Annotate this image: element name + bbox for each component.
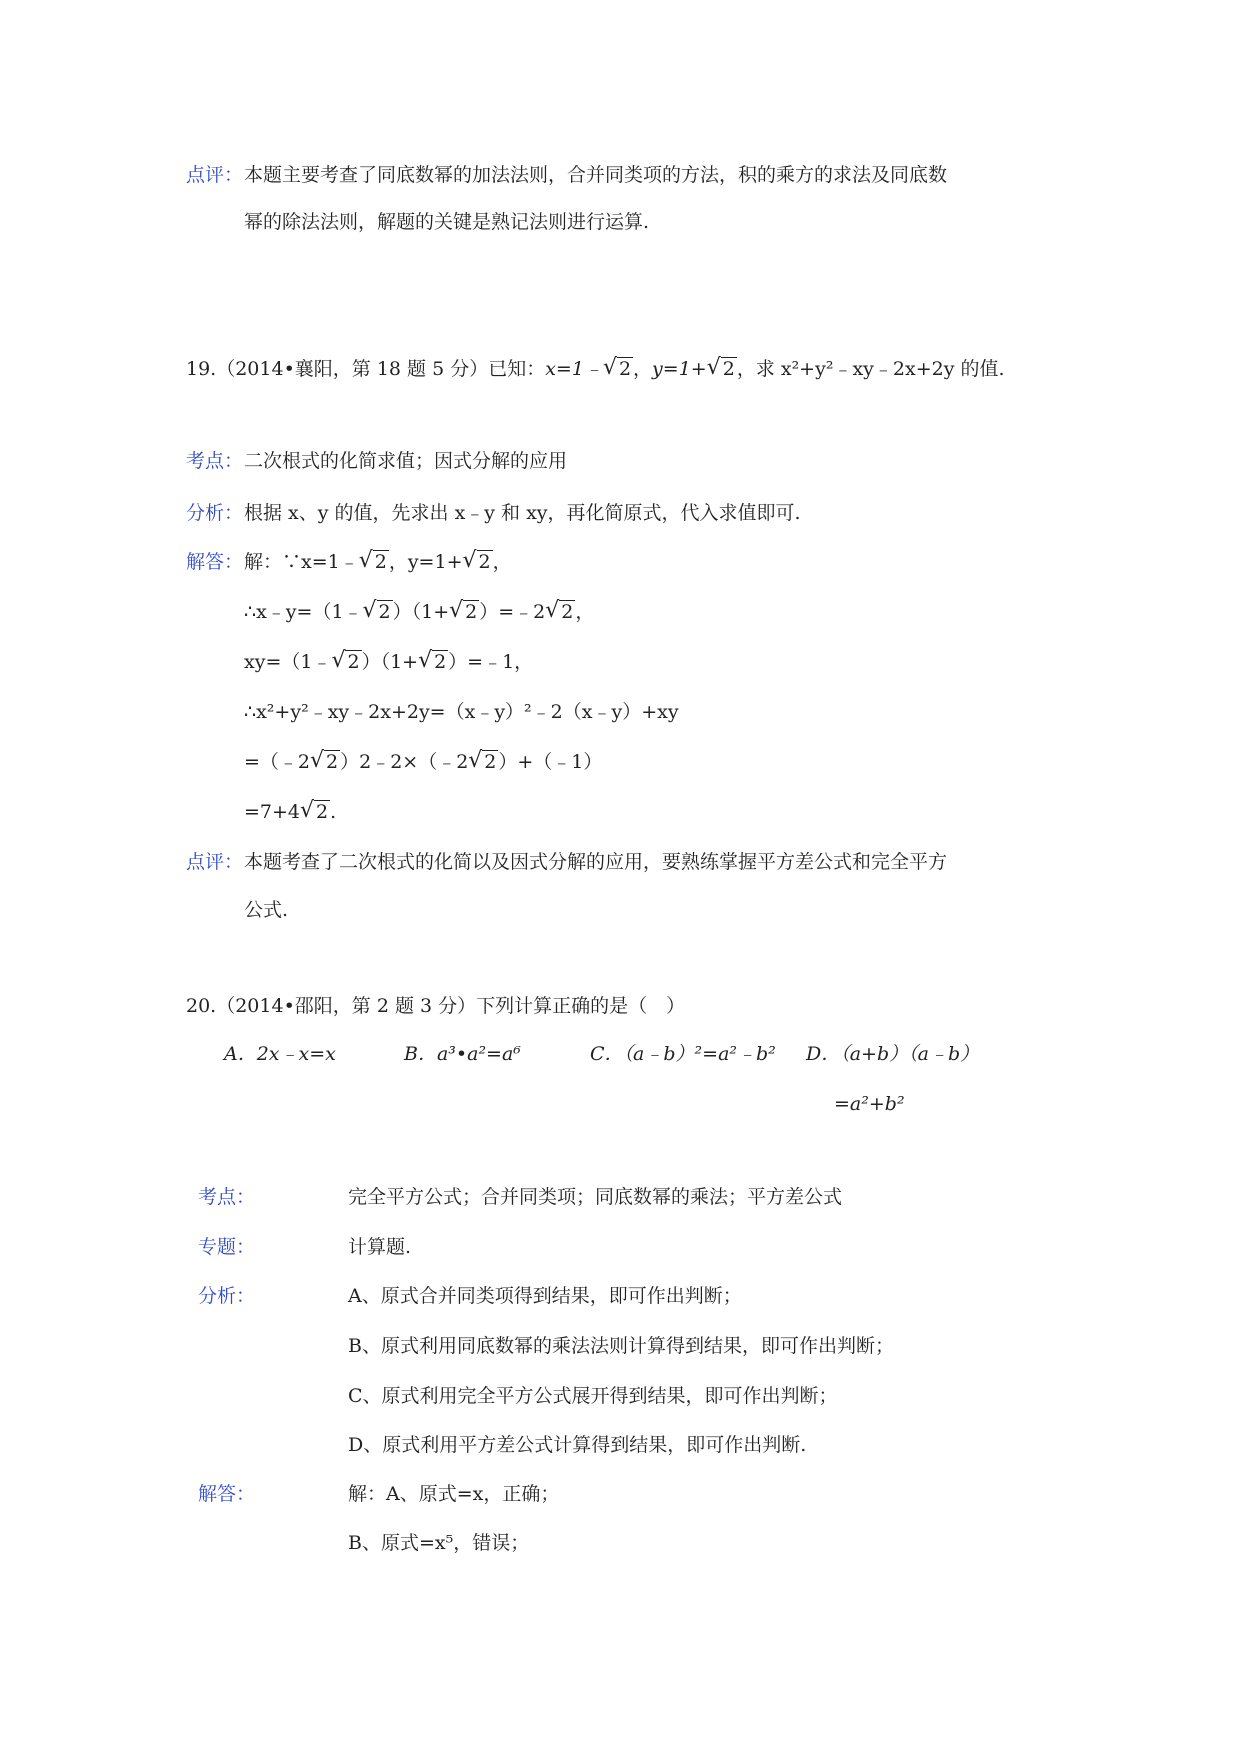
- q20-zhuanti: 计算题.: [348, 1236, 412, 1258]
- sqrt-arg: 2: [465, 601, 478, 623]
- sqrt-symbol: [545, 603, 575, 622]
- q19-sol3-a: xy=（1﹣: [244, 651, 332, 673]
- q19-solution-line4: ∴x²+y²﹣xy﹣2x+2y=（x﹣y）²﹣2（x﹣y）+xy: [244, 701, 679, 723]
- review-label: 点评：: [186, 164, 244, 186]
- q19-solution-line5: [244, 753, 602, 772]
- q19-kaodian-label: 考点：: [186, 450, 244, 472]
- q19-sol3-c: ）=﹣1，: [448, 651, 534, 673]
- q19-sol2-d: ，: [575, 601, 595, 623]
- sqrt-arg: 2: [484, 751, 497, 773]
- sqrt-symbol: [310, 753, 340, 772]
- q19-header: [186, 360, 1005, 379]
- q19-header-y: y=1+: [652, 358, 707, 380]
- sqrt-symbol: [363, 603, 393, 622]
- q20-fenxi-d: D、原式利用平方差公式计算得到结果，即可作出判断.: [348, 1434, 807, 1456]
- q19-solution-line1: [244, 553, 512, 572]
- q19-solution-line6: [244, 803, 336, 822]
- q19-jieda-label: 解答：: [186, 551, 244, 573]
- q20-option-d-cont: =a²+b²: [834, 1093, 905, 1115]
- sqrt-symbol: [359, 553, 389, 572]
- review-text-line2: 幂的除法法则，解题的关键是熟记法则进行运算.: [244, 211, 650, 233]
- q20-kaodian: 完全平方公式；合并同类项；同底数幂的乘法；平方差公式: [348, 1186, 843, 1208]
- sqrt-symbol: [707, 360, 737, 379]
- q20-header: 20.（2014•邵阳，第 2 题 3 分）下列计算正确的是（ ）: [186, 995, 686, 1017]
- q19-sol2-b: ）（1+: [392, 601, 450, 623]
- q19-header-mid: ，: [633, 358, 653, 380]
- sqrt-arg: 2: [561, 601, 574, 623]
- sqrt-arg: 2: [347, 651, 360, 673]
- review-text-line1: 本题主要考查了同底数幂的加法法则，合并同类项的方法，积的乘方的求法及同底数: [244, 164, 948, 186]
- q20-jieda-b: B、原式=x⁵，错误；: [348, 1532, 530, 1554]
- q19-solution-line2: [244, 603, 594, 622]
- q19-sol1-a: 解：∵x=1﹣: [244, 551, 359, 573]
- q19-sol1-b: ，y=1+: [388, 551, 463, 573]
- q20-fenxi-a: A、原式合并同类项得到结果，即可作出判断；: [348, 1285, 742, 1307]
- q19-header-x: x=1﹣: [545, 358, 603, 380]
- sqrt-symbol: [468, 753, 498, 772]
- sqrt-symbol: [603, 360, 633, 379]
- sqrt-symbol: [418, 653, 448, 672]
- q20-jieda-a: 解：A、原式=x，正确；: [348, 1483, 560, 1505]
- q20-option-b: B．a³•a²=a⁶: [404, 1043, 521, 1065]
- sqrt-arg: 2: [478, 551, 491, 573]
- sqrt-symbol: [331, 653, 361, 672]
- q19-fenxi-label: 分析：: [186, 502, 244, 524]
- q19-sol3-b: ）（1+: [361, 651, 419, 673]
- q19-header-suffix: ，求 x²+y²﹣xy﹣2x+2y 的值.: [736, 358, 1005, 380]
- q20-option-d: D．（a+b）（a﹣b）: [806, 1043, 980, 1065]
- q19-fenxi: 根据 x、y 的值，先求出 x﹣y 和 xy，再化简原式，代入求值即可.: [244, 502, 801, 524]
- sqrt-arg: 2: [722, 358, 735, 380]
- q19-sol2-a: ∴x﹣y=（1﹣: [244, 601, 363, 623]
- sqrt-arg: 2: [316, 801, 329, 823]
- q19-sol1-c: ，: [492, 551, 512, 573]
- sqrt-arg: 2: [618, 358, 632, 380]
- q20-option-a: A．2x﹣x=x: [224, 1043, 336, 1065]
- sqrt-symbol: [463, 553, 493, 572]
- sqrt-arg: 2: [326, 751, 339, 773]
- q20-fenxi-label: 分析：: [198, 1285, 256, 1307]
- sqrt-symbol: [300, 803, 330, 822]
- q20-zhuanti-label: 专题：: [198, 1236, 256, 1258]
- sqrt-arg: 2: [374, 551, 387, 573]
- q20-kaodian-label: 考点：: [198, 1186, 256, 1208]
- q19-dianping-label: 点评：: [186, 851, 244, 873]
- q19-sol5-c: ）+（﹣1）: [498, 751, 603, 773]
- q19-sol2-c: ）=﹣2: [479, 601, 546, 623]
- q19-sol6-a: =7+4: [244, 801, 301, 823]
- q20-fenxi-b: B、原式利用同底数幂的乘法法则计算得到结果，即可作出判断；: [348, 1335, 894, 1357]
- q19-dianping-line1: 本题考查了二次根式的化简以及因式分解的应用，要熟练掌握平方差公式和完全平方: [244, 851, 948, 873]
- q20-fenxi-c: C、原式利用完全平方公式展开得到结果，即可作出判断；: [348, 1385, 838, 1407]
- sqrt-arg: 2: [434, 651, 447, 673]
- sqrt-arg: 2: [378, 601, 391, 623]
- q19-sol6-b: .: [330, 801, 337, 823]
- q20-jieda-label: 解答：: [198, 1483, 256, 1505]
- sqrt-symbol: [449, 603, 479, 622]
- q19-sol5-a: =（﹣2: [244, 751, 311, 773]
- q19-sol5-b: ）2﹣2×（﹣2: [340, 751, 469, 773]
- q19-solution-line3: [244, 653, 533, 672]
- q19-dianping-line2: 公式.: [244, 899, 289, 921]
- q20-option-c: C．（a﹣b）²=a²﹣b²: [590, 1043, 776, 1065]
- q19-kaodian: 二次根式的化简求值；因式分解的应用: [244, 450, 568, 472]
- q19-header-prefix: 19.（2014•襄阳，第 18 题 5 分）已知：: [186, 358, 546, 380]
